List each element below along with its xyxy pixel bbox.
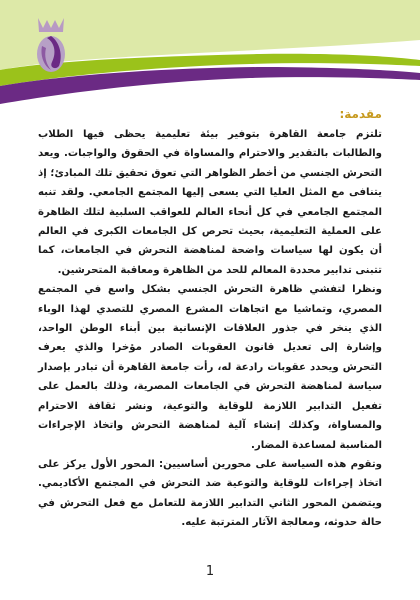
- document-body: [38, 106, 382, 533]
- university-crest-logo: [30, 12, 72, 74]
- section-heading: مقدمة:: [339, 107, 382, 121]
- paragraph-pillars: وتقوم هذه السياسة على محورين أساسيين: المحور الأول يركز على اتخاذ إجراءات للوقاية والتوعية ضد التحرش في المجتمع الأكاديمي. ويتضمن المحور الثاني التدابير اللازمة للتعامل مع فعل التحرش في حالة حدوثه، ومعالجة الآثار المترتبة عليه.: [38, 458, 382, 529]
- page-number: 1: [205, 564, 215, 579]
- paragraph-intro: تلتزم جامعة القاهرة بتوفير بيئة تعليمية يحظى فيها الطلاب والطالبات بالتقدير والاحترام والمساواة في الحقوق والواجبات. ويعد التحرش الجنسي من أخطر الظواهر التي تعوق تحقيق تلك المبادئ؛ إذ يتنافى مع المثل العليا التي يسعى إليها المجتمع الجامعي. ولقد تنبه المجتمع الجامعي في كل أنحاء العالم للعواقب السلبية لتلك الظاهرة على العملية التعليمية، بحيث تحرص كل الجامعات الكبرى في العالم أن يكون لها سياسات واضحة لمناهضة التحرش في الجامعات، كما تتبنى تدابير محددة المعالم للحد من الظاهرة ومعاقبة المتحرشين.: [38, 129, 382, 276]
- paragraph-context: ونظرا لتفشي ظاهرة التحرش الجنسي بشكل واسع في المجتمع المصري، وتماشيا مع اتجاهات المشرع المصري للتصدي لهذا الوباء الذي ينخر في جذور العلاقات الإنسانية بين أبناء الوطن الواحد، وإشارة إلى تعديل قانون العقوبات الصادر مؤخرا والذي يعرف التحرش ويحدد عقوبات رادعة له، رأت جامعة القاهرة أن تبادر بإصدار سياسة لمناهضة التحرش في الجامعات المصرية، وذلك بالعمل على تفعيل التدابير اللازمة للوقاية والتوعية، ونشر ثقافة الاحترام والمساواة، وكذلك إنشاء آلية لمناهضة التحرش واتخاذ الإجراءات المناسبة لمساعدة المضار.: [38, 284, 382, 451]
